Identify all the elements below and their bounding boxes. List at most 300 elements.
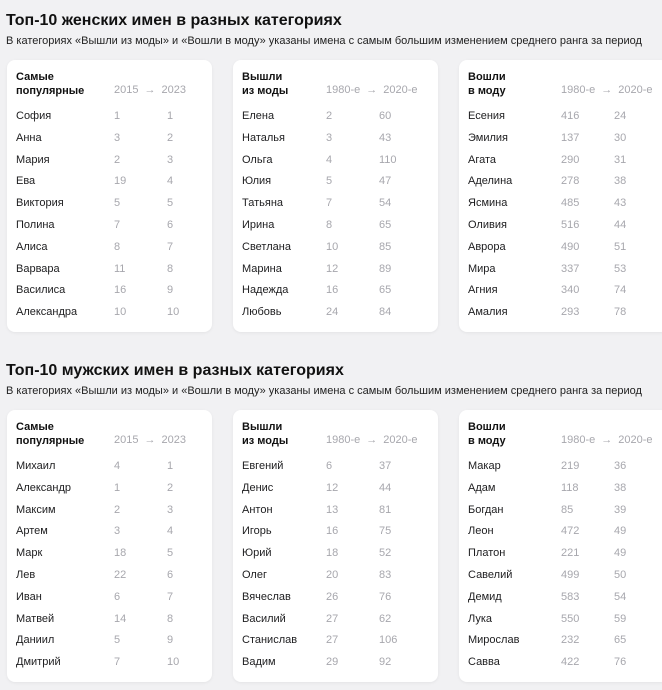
name-row — [7, 521, 212, 543]
card-period-range — [561, 434, 653, 446]
rank-start: 13 — [326, 503, 339, 516]
name-row — [7, 128, 212, 150]
rank-start: 7 — [114, 656, 121, 669]
rank-end: 92 — [379, 656, 392, 669]
name-row — [233, 587, 438, 609]
card-period-range — [326, 84, 418, 96]
name-label: Елена — [242, 110, 275, 122]
rank-end: 78 — [614, 306, 627, 319]
rank-start: 472 — [561, 525, 580, 538]
rank-end: 49 — [614, 547, 627, 560]
rank-end: 65 — [614, 634, 627, 647]
name-row — [459, 565, 662, 587]
rank-start: 516 — [561, 218, 580, 231]
rank-start: 27 — [326, 634, 339, 647]
rank-start: 16 — [326, 284, 339, 297]
name-label: Макар — [468, 460, 501, 472]
name-row — [7, 259, 212, 281]
name-label: Аделина — [468, 175, 513, 188]
name-label: Станислав — [242, 634, 298, 647]
rank-end: 9 — [167, 634, 174, 647]
name-row — [7, 237, 212, 259]
name-label: Ольга — [242, 153, 273, 166]
name-label: Ясмина — [468, 197, 508, 210]
rank-start: 18 — [114, 547, 127, 560]
rank-end: 8 — [167, 612, 174, 625]
rank-start: 5 — [114, 634, 121, 647]
name-label: Юлия — [242, 175, 272, 188]
name-label: Адам — [468, 481, 496, 494]
rank-end: 51 — [614, 240, 627, 253]
rank-end: 106 — [379, 634, 398, 647]
name-label: Леон — [468, 525, 494, 538]
rank-end: 5 — [167, 197, 174, 210]
male-card-in-fashion — [459, 410, 662, 682]
rank-end: 9 — [167, 284, 174, 297]
rank-start: 29 — [326, 656, 339, 669]
rank-start: 3 — [114, 525, 121, 538]
name-row — [233, 106, 438, 128]
rank-end: 76 — [379, 590, 392, 603]
name-label: Александр — [16, 481, 72, 494]
period-from: 1980-е — [326, 84, 361, 96]
name-row — [459, 543, 662, 565]
name-label: Лев — [16, 568, 36, 581]
rank-start: 11 — [114, 262, 126, 275]
rank-end: 39 — [614, 503, 627, 516]
card-heading — [468, 420, 506, 448]
name-row — [233, 521, 438, 543]
card-heading — [242, 70, 288, 98]
rank-end: 54 — [614, 590, 627, 603]
name-label: Дмитрий — [16, 656, 61, 669]
name-row — [233, 565, 438, 587]
name-label: Антон — [242, 503, 273, 516]
card-heading — [16, 420, 84, 448]
arrow-right-icon: → — [601, 434, 613, 446]
rank-start: 8 — [114, 240, 121, 253]
male-section-title: Топ-10 мужских имен в разных категориях — [6, 362, 344, 379]
rank-start: 1 — [114, 110, 121, 122]
name-label: Вячеслав — [242, 590, 291, 603]
rank-start: 85 — [561, 503, 574, 516]
rank-start: 20 — [326, 568, 339, 581]
rank-end: 49 — [614, 525, 627, 538]
rank-end: 75 — [379, 525, 392, 538]
name-list — [459, 106, 662, 324]
rank-start: 24 — [326, 306, 339, 319]
rank-end: 24 — [614, 110, 627, 122]
rank-start: 22 — [114, 568, 127, 581]
name-row — [233, 302, 438, 324]
rank-end: 83 — [379, 568, 392, 581]
name-row — [459, 609, 662, 631]
rank-end: 84 — [379, 306, 392, 319]
rank-start: 16 — [326, 525, 339, 538]
name-label: Савва — [468, 656, 500, 669]
name-label: Даниил — [16, 634, 55, 647]
rank-start: 26 — [326, 590, 339, 603]
name-row — [7, 193, 212, 215]
rank-end: 38 — [614, 481, 627, 494]
rank-start: 12 — [326, 262, 339, 275]
name-label: Агата — [468, 153, 497, 166]
name-row — [459, 171, 662, 193]
name-label: Мирослав — [468, 634, 520, 647]
arrow-right-icon: → — [144, 434, 156, 446]
rank-end: 36 — [614, 460, 627, 472]
name-label: Полина — [16, 218, 55, 231]
rank-start: 7 — [326, 197, 333, 210]
rank-start: 422 — [561, 656, 580, 669]
male-section — [0, 350, 662, 690]
period-to: 2020-е — [383, 434, 418, 446]
rank-end: 2 — [167, 481, 174, 494]
rank-start: 499 — [561, 568, 580, 581]
name-label: Наталья — [242, 131, 285, 144]
rank-end: 54 — [379, 197, 392, 210]
card-heading-line2: популярные — [16, 435, 85, 447]
name-label: Виктория — [16, 197, 64, 210]
card-heading-line2: популярные — [16, 85, 85, 97]
name-row — [459, 500, 662, 522]
card-heading-line1: Вышли — [242, 71, 283, 83]
period-to: 2020-е — [383, 84, 418, 96]
rank-end: 10 — [167, 306, 180, 319]
rank-end: 65 — [379, 284, 392, 297]
name-row — [7, 150, 212, 172]
rank-start: 340 — [561, 284, 580, 297]
rank-end: 38 — [614, 175, 627, 188]
name-label: Платон — [468, 547, 506, 560]
rank-end: 3 — [167, 503, 174, 516]
arrow-right-icon: → — [366, 434, 378, 446]
rank-start: 2 — [326, 110, 333, 122]
rank-start: 232 — [561, 634, 580, 647]
female-section-subtitle: В категориях «Вышли из моды» и «Вошли в моду» указаны имена с самым большим изменением среднего ранга за период — [6, 35, 642, 47]
name-label: Александра — [16, 306, 78, 319]
name-row — [459, 215, 662, 237]
name-row — [233, 171, 438, 193]
rank-start: 3 — [114, 131, 121, 144]
name-row — [233, 215, 438, 237]
name-label: Алиса — [16, 240, 48, 253]
name-label: Анна — [16, 131, 42, 144]
name-row — [233, 150, 438, 172]
rank-start: 5 — [326, 175, 333, 188]
rank-start: 219 — [561, 460, 580, 472]
rank-start: 4 — [114, 460, 121, 472]
name-row — [233, 652, 438, 674]
name-label: Лука — [468, 612, 493, 625]
rank-start: 293 — [561, 306, 580, 319]
name-row — [233, 543, 438, 565]
name-row — [459, 521, 662, 543]
rank-start: 14 — [114, 612, 127, 625]
name-row — [233, 280, 438, 302]
name-label: Савелий — [468, 568, 513, 581]
name-label: Игорь — [242, 525, 272, 538]
rank-start: 2 — [114, 153, 121, 166]
rank-start: 6 — [326, 460, 333, 472]
name-list — [233, 456, 438, 674]
rank-end: 1 — [167, 110, 174, 122]
name-label: Ирина — [242, 218, 275, 231]
card-heading — [468, 70, 506, 98]
female-section — [0, 0, 662, 340]
name-label: Богдан — [468, 503, 504, 516]
period-from: 2015 — [114, 434, 139, 446]
card-heading-line1: Вышли — [242, 421, 283, 433]
male-section-subtitle: В категориях «Вышли из моды» и «Вошли в моду» указаны имена с самым большим изменением среднего ранга за период — [6, 385, 642, 397]
rank-start: 490 — [561, 240, 580, 253]
rank-end: 44 — [379, 481, 392, 494]
name-row — [7, 456, 212, 478]
name-label: Михаил — [16, 460, 56, 472]
name-row — [7, 215, 212, 237]
card-heading-line2: из моды — [242, 435, 289, 447]
name-row — [459, 106, 662, 128]
rank-start: 278 — [561, 175, 580, 188]
name-row — [459, 237, 662, 259]
name-row — [459, 587, 662, 609]
rank-end: 6 — [167, 218, 174, 231]
name-row — [7, 543, 212, 565]
name-label: Агния — [468, 284, 498, 297]
rank-start: 7 — [114, 218, 121, 231]
rank-end: 65 — [379, 218, 392, 231]
rank-end: 50 — [614, 568, 627, 581]
name-row — [7, 280, 212, 302]
name-row — [459, 128, 662, 150]
rank-end: 4 — [167, 525, 174, 538]
rank-start: 5 — [114, 197, 121, 210]
name-list — [7, 456, 212, 674]
name-row — [7, 609, 212, 631]
rank-end: 4 — [167, 175, 174, 188]
male-card-out-of-fashion — [233, 410, 438, 682]
name-row — [459, 652, 662, 674]
name-label: Амалия — [468, 306, 508, 319]
name-row — [233, 609, 438, 631]
period-from: 1980-е — [326, 434, 361, 446]
name-label: Ева — [16, 175, 36, 188]
name-label: Демид — [468, 590, 502, 603]
name-label: Надежда — [242, 284, 289, 297]
period-from: 1980-е — [561, 434, 596, 446]
name-row — [459, 478, 662, 500]
name-label: Эмилия — [468, 131, 509, 144]
rank-start: 583 — [561, 590, 580, 603]
rank-start: 10 — [114, 306, 127, 319]
rank-start: 1 — [114, 481, 121, 494]
name-label: Василий — [242, 612, 286, 625]
card-period-range — [114, 434, 186, 446]
rank-start: 290 — [561, 153, 580, 166]
rank-end: 47 — [379, 175, 392, 188]
rank-start: 18 — [326, 547, 339, 560]
name-row — [233, 630, 438, 652]
rank-start: 19 — [114, 175, 127, 188]
rank-end: 7 — [167, 240, 174, 253]
rank-start: 27 — [326, 612, 339, 625]
name-row — [233, 456, 438, 478]
name-row — [7, 302, 212, 324]
rank-end: 60 — [379, 110, 392, 122]
name-label: Марк — [16, 547, 43, 560]
name-label: Аврора — [468, 240, 506, 253]
period-to: 2020-е — [618, 84, 653, 96]
rank-start: 221 — [561, 547, 580, 560]
rank-end: 62 — [379, 612, 392, 625]
rank-start: 118 — [561, 481, 579, 494]
period-to: 2023 — [161, 434, 186, 446]
name-label: Татьяна — [242, 197, 284, 210]
name-row — [7, 587, 212, 609]
name-row — [233, 237, 438, 259]
name-label: София — [16, 110, 52, 122]
rank-end: 6 — [167, 568, 174, 581]
card-heading-line2: из моды — [242, 85, 289, 97]
rank-end: 43 — [379, 131, 392, 144]
name-list — [459, 456, 662, 674]
rank-end: 3 — [167, 153, 174, 166]
rank-end: 74 — [614, 284, 627, 297]
name-label: Варвара — [16, 262, 60, 275]
arrow-right-icon: → — [601, 84, 613, 96]
name-label: Юрий — [242, 547, 272, 560]
female-section-title: Топ-10 женских имен в разных категориях — [6, 12, 342, 29]
rank-start: 416 — [561, 110, 580, 122]
name-row — [7, 630, 212, 652]
arrow-right-icon: → — [144, 84, 156, 96]
female-card-popular — [7, 60, 212, 332]
rank-end: 85 — [379, 240, 392, 253]
rank-end: 30 — [614, 131, 627, 144]
name-row — [459, 150, 662, 172]
card-period-range — [326, 434, 418, 446]
name-row — [233, 193, 438, 215]
card-heading-line1: Вошли — [468, 71, 506, 83]
name-row — [233, 259, 438, 281]
name-label: Марина — [242, 262, 282, 275]
card-period-range — [561, 84, 653, 96]
rank-end: 7 — [167, 590, 174, 603]
rank-start: 2 — [114, 503, 121, 516]
name-row — [459, 259, 662, 281]
name-row — [7, 565, 212, 587]
name-row — [7, 478, 212, 500]
rank-end: 53 — [614, 262, 627, 275]
name-row — [459, 302, 662, 324]
name-row — [459, 280, 662, 302]
name-label: Максим — [16, 503, 56, 516]
rank-end: 10 — [167, 656, 180, 669]
rank-start: 10 — [326, 240, 339, 253]
card-heading-line1: Вошли — [468, 421, 506, 433]
rank-end: 44 — [614, 218, 627, 231]
name-label: Матвей — [16, 612, 55, 625]
rank-start: 337 — [561, 262, 580, 275]
card-heading-line1: Самые — [16, 71, 54, 83]
rank-start: 550 — [561, 612, 580, 625]
rank-end: 1 — [167, 460, 174, 472]
female-card-in-fashion — [459, 60, 662, 332]
rank-end: 43 — [614, 197, 627, 210]
rank-end: 8 — [167, 262, 174, 275]
name-label: Василиса — [16, 284, 66, 297]
card-heading-line1: Самые — [16, 421, 54, 433]
name-row — [7, 652, 212, 674]
rank-end: 2 — [167, 131, 174, 144]
name-list — [7, 106, 212, 324]
name-row — [459, 456, 662, 478]
rank-start: 137 — [561, 131, 580, 144]
name-label: Мира — [468, 262, 496, 275]
rank-end: 59 — [614, 612, 627, 625]
name-label: Вадим — [242, 656, 276, 669]
rank-start: 4 — [326, 153, 333, 166]
period-from: 2015 — [114, 84, 139, 96]
rank-start: 6 — [114, 590, 121, 603]
period-to: 2023 — [161, 84, 186, 96]
name-label: Любовь — [242, 306, 282, 319]
rank-start: 3 — [326, 131, 333, 144]
rank-end: 5 — [167, 547, 174, 560]
name-row — [459, 630, 662, 652]
rank-end: 81 — [379, 503, 392, 516]
rank-end: 110 — [379, 153, 397, 166]
name-label: Денис — [242, 481, 274, 494]
rank-start: 12 — [326, 481, 339, 494]
rank-start: 16 — [114, 284, 127, 297]
arrow-right-icon: → — [366, 84, 378, 96]
name-row — [459, 193, 662, 215]
name-label: Иван — [16, 590, 42, 603]
name-row — [233, 478, 438, 500]
rank-end: 76 — [614, 656, 627, 669]
rank-end: 89 — [379, 262, 392, 275]
card-heading — [242, 420, 288, 448]
name-list — [233, 106, 438, 324]
name-label: Артем — [16, 525, 48, 538]
name-label: Светлана — [242, 240, 291, 253]
name-label: Олег — [242, 568, 267, 581]
card-heading-line2: в моду — [468, 435, 506, 447]
female-card-out-of-fashion — [233, 60, 438, 332]
card-heading — [16, 70, 84, 98]
period-from: 1980-е — [561, 84, 596, 96]
male-card-popular — [7, 410, 212, 682]
card-heading-line2: в моду — [468, 85, 506, 97]
name-label: Есения — [468, 110, 506, 122]
name-label: Евгений — [242, 460, 284, 472]
rank-end: 52 — [379, 547, 392, 560]
name-row — [7, 500, 212, 522]
rank-end: 31 — [614, 153, 627, 166]
name-row — [7, 106, 212, 128]
card-period-range — [114, 84, 186, 96]
name-label: Мария — [16, 153, 50, 166]
rank-start: 485 — [561, 197, 580, 210]
name-row — [233, 128, 438, 150]
name-label: Оливия — [468, 218, 507, 231]
name-row — [233, 500, 438, 522]
period-to: 2020-е — [618, 434, 653, 446]
rank-end: 37 — [379, 460, 392, 472]
rank-start: 8 — [326, 218, 333, 231]
name-row — [7, 171, 212, 193]
